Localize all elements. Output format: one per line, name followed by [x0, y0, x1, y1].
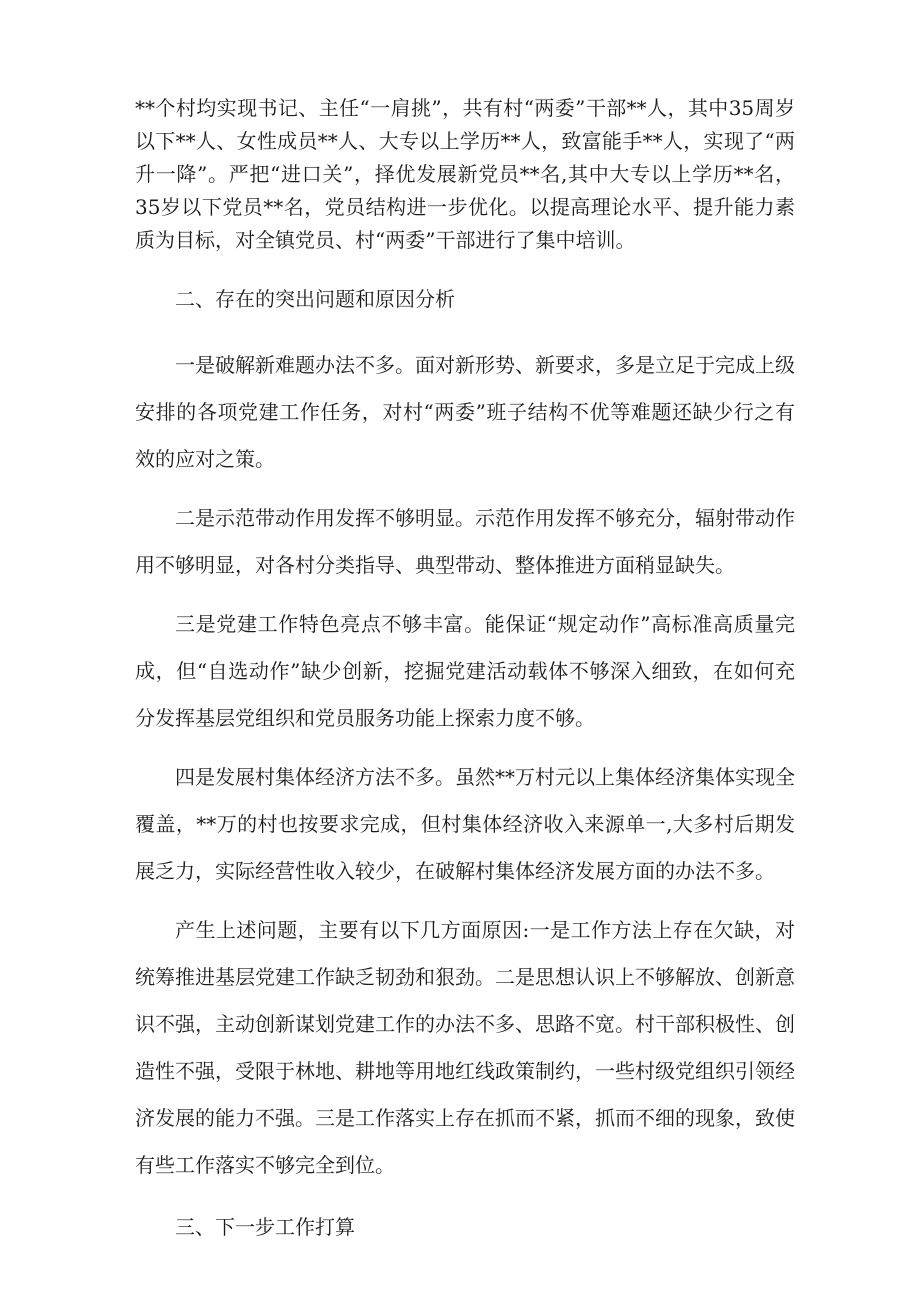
problem-paragraph-1: 一是破解新难题办法不多。面对新形势、新要求，多是立足于完成上级安排的各项党建工作任务，对村“两委”班子结构不优等难题还缺少行之有效的应对之策。 [135, 353, 795, 471]
section-two-heading: 二、存在的突出问题和原因分析 [175, 287, 455, 311]
problem-paragraph-4: 四是发展村集体经济方法不多。虽然**万村元以上集体经济集体实现全覆盖，**万的村也按要求完成，但村集体经济收入来源单一,大多村后期发展乏力，实际经营性收入较少，在破解村集体经济发展方面的办法不多。 [135, 765, 795, 883]
intro-paragraph: **个村均实现书记、主任“一肩挑”，共有村“两委”干部**人，其中35周岁以下**人、女性成员**人、大专以上学历**人，致富能手**人，实现了“两升一降”。严把“进口关”，择优发展新党员**名,其中大专以上学历**名，35岁以下党员**名，党员结构进一步优化。以提高理论水平、提升能力素质为目标，对全镇党员、村“两委”干部进行了集中培训。 [135, 96, 795, 252]
document-page [135, 92, 795, 1270]
section-three-heading: 三、下一步工作打算 [175, 1215, 355, 1239]
problem-paragraph-3: 三是党建工作特色亮点不够丰富。能保证“规定动作”高标准高质量完成，但“自选动作”缺少创新，挖掘党建活动载体不够深入细致，在如何充分发挥基层党组织和党员服务功能上探索力度不够。 [135, 612, 795, 730]
causes-paragraph: 产生上述问题，主要有以下几方面原因:一是工作方法上存在欠缺，对统筹推进基层党建工作缺乏韧劲和狠劲。二是思想认识上不够解放、创新意识不强，主动创新谋划党建工作的办法不多、思路不宽。村干部积极性、创造性不强，受限于林地、耕地等用地红线政策制约，一些村级党组织引领经济发展的能力不强。三是工作落实上存在抓而不紧，抓而不细的现象，致使有些工作落实不够完全到位。 [135, 918, 795, 1177]
problem-paragraph-2: 二是示范带动作用发挥不够明显。示范作用发挥不够充分，辐射带动作用不够明显，对各村分类指导、典型带动、整体推进方面稍显缺失。 [135, 506, 795, 577]
